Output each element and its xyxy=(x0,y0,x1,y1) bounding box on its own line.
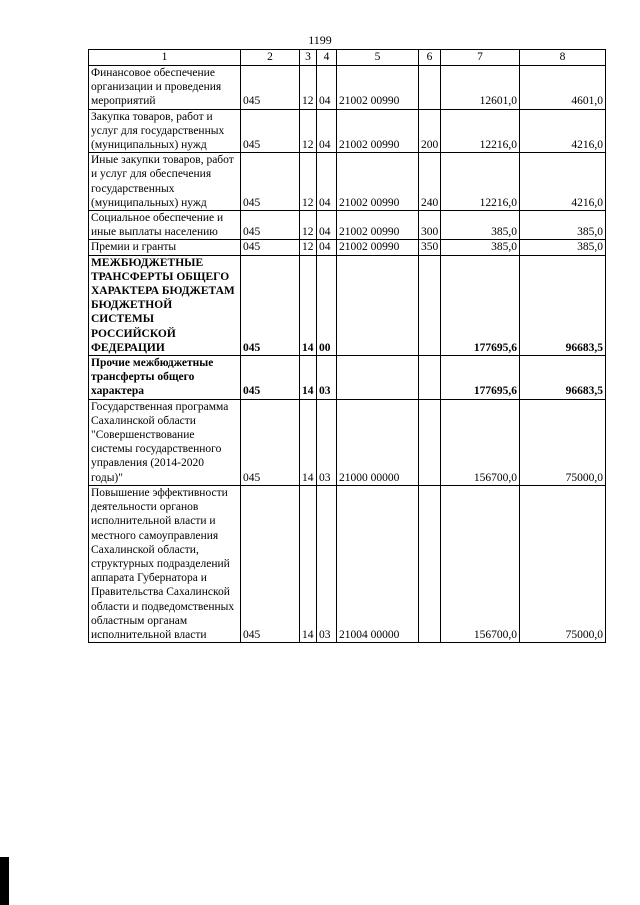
row-name: Иные закупки товаров, работ и услуг для обеспечения государственных (муниципальных) нужд xyxy=(89,153,241,211)
cell-expense-type xyxy=(419,485,441,642)
cell-expense-type: 350 xyxy=(419,240,441,255)
header-cell: 6 xyxy=(419,50,441,66)
table-row xyxy=(89,356,606,400)
cell-subsection: 03 xyxy=(317,399,337,485)
cell-amount-col8: 75000,0 xyxy=(520,399,606,485)
cell-amount-col8: 4216,0 xyxy=(520,153,606,211)
cell-target-article: 21002 00990 xyxy=(337,153,419,211)
row-name: МЕЖБЮДЖЕТНЫЕ ТРАНСФЕРТЫ ОБЩЕГО ХАРАКТЕРА БЮДЖЕТАМ БЮДЖЕТНОЙ СИСТЕМЫ РОССИЙСКОЙ ФЕДЕРАЦИИ xyxy=(89,255,241,355)
cell-ministry-code: 045 xyxy=(241,485,300,642)
cell-subsection: 04 xyxy=(317,153,337,211)
table-row xyxy=(89,211,606,240)
cell-target-article: 21002 00990 xyxy=(337,211,419,240)
cell-expense-type xyxy=(419,399,441,485)
cell-amount-col8: 96683,5 xyxy=(520,255,606,355)
cell-section: 14 xyxy=(300,255,317,355)
cell-amount-col8: 4216,0 xyxy=(520,109,606,153)
row-name: Государственная программа Сахалинской области "Совершенствование системы государственного управления (2014-2020 годы)" xyxy=(89,399,241,485)
header-cell: 5 xyxy=(337,50,419,66)
cell-ministry-code: 045 xyxy=(241,399,300,485)
cell-expense-type xyxy=(419,255,441,355)
cell-section: 12 xyxy=(300,109,317,153)
cell-expense-type: 240 xyxy=(419,153,441,211)
header-cell: 7 xyxy=(441,50,520,66)
cell-section: 14 xyxy=(300,356,317,400)
cell-amount-col7: 156700,0 xyxy=(441,399,520,485)
cell-section: 12 xyxy=(300,240,317,255)
cell-amount-col7: 12216,0 xyxy=(441,153,520,211)
cell-subsection: 04 xyxy=(317,240,337,255)
cell-ministry-code: 045 xyxy=(241,211,300,240)
cell-expense-type xyxy=(419,66,441,110)
cell-amount-col8: 385,0 xyxy=(520,211,606,240)
row-name: Социальное обеспечение и иные выплаты населению xyxy=(89,211,241,240)
cell-subsection: 04 xyxy=(317,211,337,240)
header-cell: 3 xyxy=(300,50,317,66)
cell-amount-col7: 177695,6 xyxy=(441,356,520,400)
table-row xyxy=(89,255,606,355)
cell-section: 12 xyxy=(300,211,317,240)
cell-amount-col8: 4601,0 xyxy=(520,66,606,110)
table-row xyxy=(89,109,606,153)
table-row xyxy=(89,240,606,255)
cell-ministry-code: 045 xyxy=(241,153,300,211)
cell-amount-col7: 385,0 xyxy=(441,240,520,255)
cell-amount-col8: 385,0 xyxy=(520,240,606,255)
scan-edge-mark xyxy=(0,857,9,905)
row-name: Прочие межбюджетные трансферты общего характера xyxy=(89,356,241,400)
cell-target-article: 21000 00000 xyxy=(337,399,419,485)
budget-table xyxy=(88,49,606,643)
table-row xyxy=(89,66,606,110)
cell-amount-col7: 12601,0 xyxy=(441,66,520,110)
header-row xyxy=(89,50,606,66)
cell-subsection: 00 xyxy=(317,255,337,355)
cell-amount-col8: 96683,5 xyxy=(520,356,606,400)
cell-expense-type xyxy=(419,356,441,400)
row-name: Премии и гранты xyxy=(89,240,241,255)
table-row xyxy=(89,485,606,642)
cell-expense-type: 300 xyxy=(419,211,441,240)
cell-section: 14 xyxy=(300,485,317,642)
cell-amount-col8: 75000,0 xyxy=(520,485,606,642)
table-row xyxy=(89,399,606,485)
cell-amount-col7: 177695,6 xyxy=(441,255,520,355)
cell-ministry-code: 045 xyxy=(241,255,300,355)
cell-ministry-code: 045 xyxy=(241,109,300,153)
cell-subsection: 03 xyxy=(317,485,337,642)
row-name: Закупка товаров, работ и услуг для государственных (муниципальных) нужд xyxy=(89,109,241,153)
row-name: Повышение эффективности деятельности органов исполнительной власти и местного самоуправления Сахалинской области, структурных подразделений аппарата Губернатора и Правительства Сахалинской области и подведомственных областным органам исполнительной власти xyxy=(89,485,241,642)
row-name: Финансовое обеспечение организации и проведения мероприятий xyxy=(89,66,241,110)
table-row xyxy=(89,153,606,211)
cell-ministry-code: 045 xyxy=(241,356,300,400)
cell-subsection: 04 xyxy=(317,109,337,153)
cell-ministry-code: 045 xyxy=(241,66,300,110)
cell-target-article xyxy=(337,255,419,355)
cell-amount-col7: 385,0 xyxy=(441,211,520,240)
header-cell: 8 xyxy=(520,50,606,66)
page-number: 1199 xyxy=(308,33,332,47)
cell-target-article: 21002 00990 xyxy=(337,66,419,110)
cell-section: 12 xyxy=(300,153,317,211)
cell-target-article: 21004 00000 xyxy=(337,485,419,642)
cell-amount-col7: 12216,0 xyxy=(441,109,520,153)
cell-ministry-code: 045 xyxy=(241,240,300,255)
cell-section: 14 xyxy=(300,399,317,485)
cell-target-article xyxy=(337,356,419,400)
header-cell: 2 xyxy=(241,50,300,66)
cell-subsection: 03 xyxy=(317,356,337,400)
cell-section: 12 xyxy=(300,66,317,110)
cell-expense-type: 200 xyxy=(419,109,441,153)
header-cell: 4 xyxy=(317,50,337,66)
cell-target-article: 21002 00990 xyxy=(337,240,419,255)
header-cell: 1 xyxy=(89,50,241,66)
cell-amount-col7: 156700,0 xyxy=(441,485,520,642)
cell-subsection: 04 xyxy=(317,66,337,110)
cell-target-article: 21002 00990 xyxy=(337,109,419,153)
